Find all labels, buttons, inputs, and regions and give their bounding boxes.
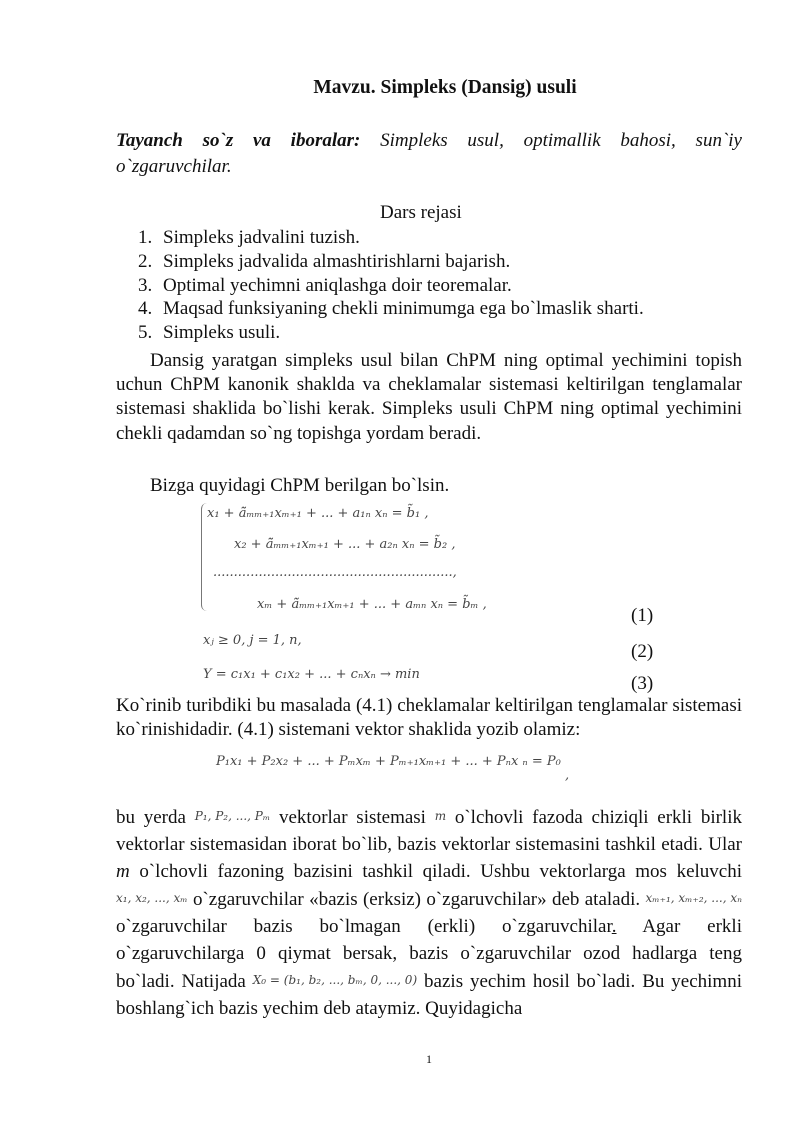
basis-variables-math: x₁, x₂, ..., xₘ [116, 891, 188, 905]
page-number: 1 [426, 1052, 432, 1066]
objective-function: Y = c₁x₁ + c₁x₂ + ... + cₙxₙ → min [203, 667, 420, 682]
plan-item: 2. Simpleks jadvalida almashtirishlarni bajarish. [138, 250, 511, 272]
nonnegativity-condition: xⱼ ≥ 0, j = 1, n, [203, 633, 302, 648]
page-title: Mavzu. Simpleks (Dansig) usuli [313, 77, 577, 98]
vectors-math: P₁, P₂, ..., Pₘ [194, 809, 271, 823]
keywords-paragraph [116, 128, 742, 180]
keywords-label: Tayanch so`z va iboralar: [116, 130, 361, 151]
initial-solution-math: X₀ = (b₁, b₂, ..., bₘ, 0, ..., 0) [252, 973, 418, 987]
plan-item: 3. Optimal yechimni aniqlashga doir teoremalar. [138, 274, 512, 296]
equation-row: x₂ + ã̃ₘₘ₊₁xₘ₊₁ + ... + a₂ₙ xₙ = b̃₂ , [234, 537, 456, 552]
m-italic: m [116, 861, 130, 882]
plan-item: 1. Simpleks jadvalini tuzish. [138, 227, 360, 248]
keywords-text: Simpleks usul, optimallik bahosi, sun`iy o`zgaruvchilar. [116, 130, 742, 177]
basis-paragraph: bu yerda P₁, P₂, ..., Pₘ vektorlar sistemasi m o`lchovli fazoda chiziqli erkli birlik vektorlar sistemasidan iborat bo`lib, bazis vektorlar sistemasini tashkil etadi. Ular m o`lchovli fazoning bazisini tashkil qiladi. Ushbu vektorlarga mos keluvchi x₁, x₂, ..., xₘ o`zgaruvchilar «bazis (erksiz) o`zgaruvchilar» deb ataladi. xₘ₊₁, xₘ₊₂, ..., xₙ o`zgaruvchilar bazis bo`lmagan (erkli) o`zgaruvchilar. Agar erkli o`zgaruvchilarga 0 qiymat bersak, bazis o`zgaruvchilar ozod hadlarga teng bo`ladi. Natijada X₀ = (b₁, b₂, ..., bₘ, 0, ..., 0) bazis yechim hosil bo`ladi. Bu yechimni boshlang`ich bazis yechim deb ataymiz. Quyidagicha [116, 803, 742, 1022]
vector-equation: P₁x₁ + P₂x₂ + ... + Pₘxₘ + Pₘ₊₁xₘ₊₁ + ... + Pₙx ₙ = P₀ [216, 754, 561, 769]
equation-row: xₘ + ã̃ₘₘ₊₁xₘ₊₁ + ... + aₘₙ xₙ = b̃ₘ , [257, 597, 487, 612]
vector-equation-comma: , [565, 768, 570, 783]
plan-heading: Dars rejasi [380, 202, 462, 223]
equation-number: (3) [631, 673, 654, 694]
given-paragraph: Bizga quyidagi ChPM berilgan bo`lsin. [150, 475, 450, 496]
m-math: m [434, 809, 447, 823]
plan-item: 4. Maqsad funksiyaning chekli minimumga ega bo`lmaslik sharti. [138, 298, 644, 320]
equation-number: (2) [631, 641, 654, 662]
equation-number: (1) [631, 605, 654, 626]
plan-list [138, 226, 644, 345]
vector-form-paragraph: Ko`rinib turibdiki bu masalada (4.1) cheklamalar keltirilgan tenglamalar sistemasi ko`rinishidadir. (4.1) sistemani vektor shaklida yozib olamiz: [116, 695, 742, 741]
equation-row: x₁ + ã̃ₘₘ₊₁xₘ₊₁ + ... + a₁ₙ xₙ = b̃₁ , [207, 506, 429, 521]
intro-paragraph: Dansig yaratgan simpleks usul bilan ChPM ning optimal yechimini topish uchun ChPM kanonik shaklda va cheklamalar sistemasi keltirilgan tenglamalar sistemasi shaklida bo`lishi kerak. Simpleks usuli ChPM ning optimal yechimini chekli qadamdan so`ng topishga yordam beradi. [116, 350, 742, 444]
free-variables-math: xₘ₊₁, xₘ₊₂, ..., xₙ [645, 891, 742, 905]
equation-dots: .........................................................., [213, 565, 457, 580]
plan-item: 5. Simpleks usuli. [138, 322, 281, 344]
